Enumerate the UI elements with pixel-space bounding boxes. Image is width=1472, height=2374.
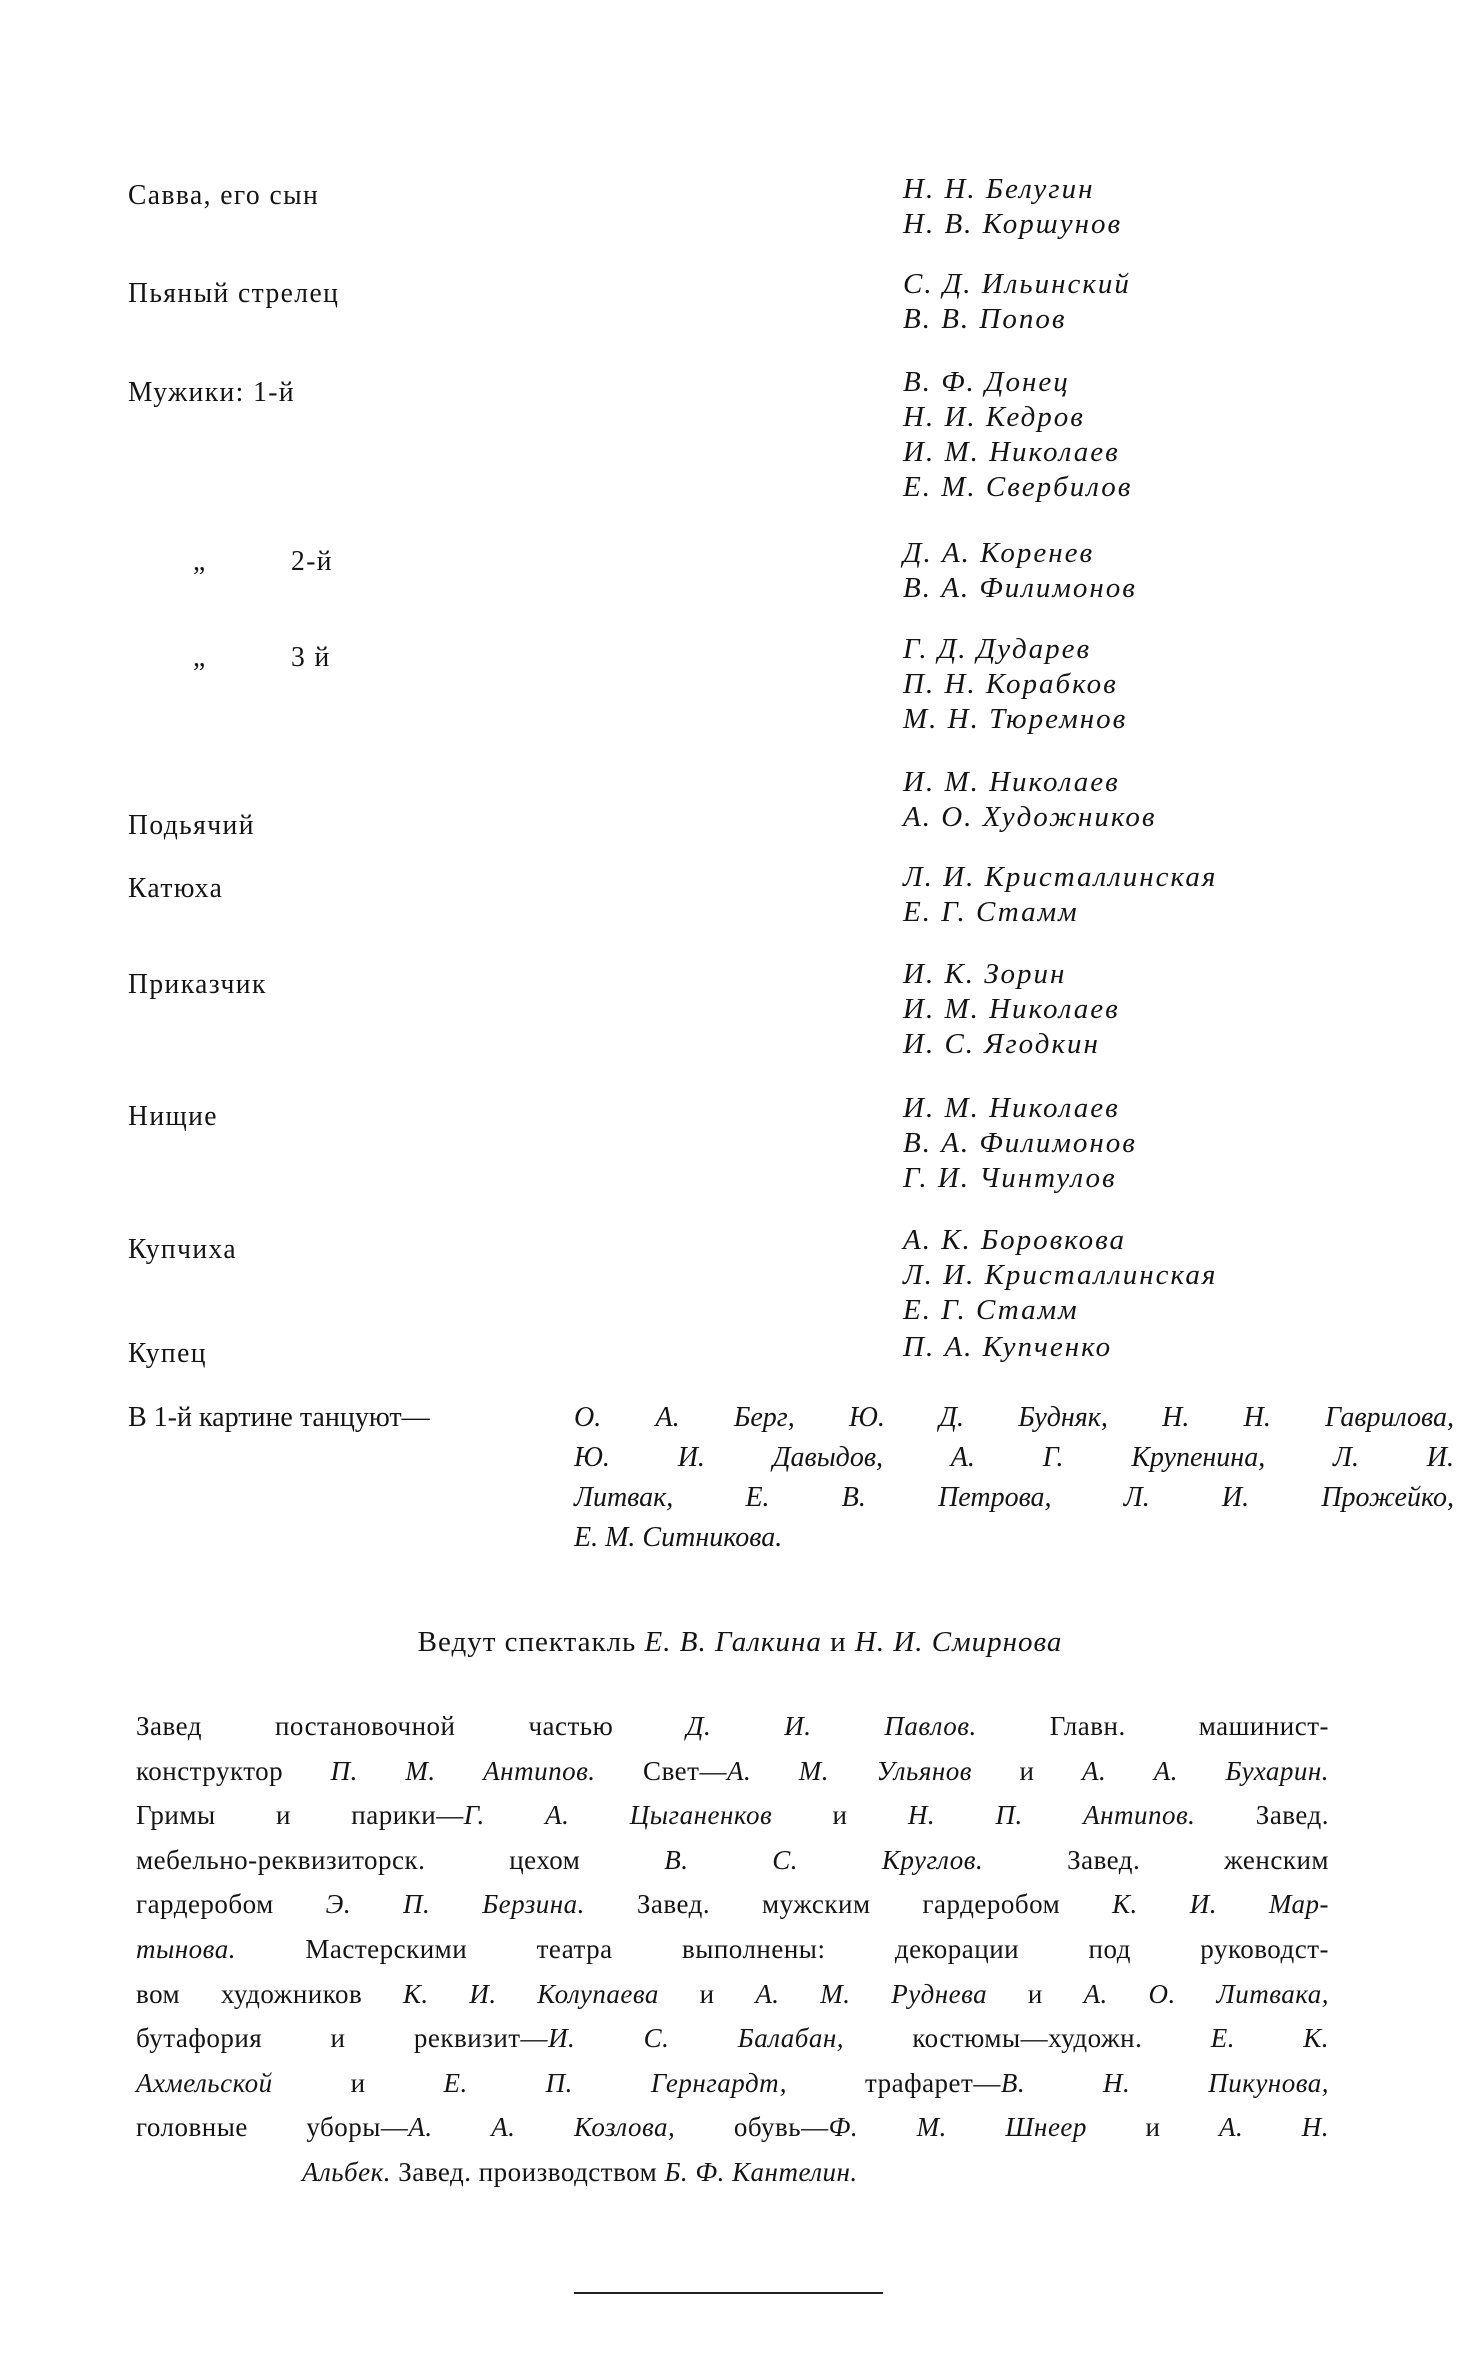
actor-name: Г. И. Чинтулов — [903, 1162, 1117, 1194]
dancers-line: Литвак, Е. В. Петрова, Л. И. Прожейко, — [574, 1482, 1454, 1513]
actor-list — [903, 860, 1217, 930]
credits-line — [136, 2105, 1329, 2150]
actor-name: Д. А. Коренев — [903, 537, 1095, 569]
credit-person: П. М. Антипов. — [330, 1755, 596, 1786]
ditto-mark: „ — [193, 545, 207, 577]
actor-name: С. Д. Ильинский — [903, 268, 1131, 300]
credit-person: К. И. Мар- — [1112, 1889, 1330, 1920]
credit-text: и — [987, 1978, 1084, 2009]
stage-manager-1: Е. В. Галкина — [644, 1626, 822, 1658]
credit-text: Завед постановочной частью — [136, 1711, 687, 1741]
actor-list — [903, 536, 1137, 606]
dancers-section — [128, 1398, 1454, 1553]
credit-person: Ф. М. Шнеер — [828, 2112, 1087, 2143]
actor-name: Е. Г. Стамм — [903, 896, 1079, 928]
dancers-label: В 1-й картине танцуют— — [128, 1402, 430, 1433]
actor-list — [903, 1091, 1137, 1196]
actor-list — [903, 632, 1127, 737]
actor-name: И. М. Николаев — [903, 766, 1120, 798]
credit-person: Е. К. — [1210, 2023, 1329, 2054]
credit-text: и — [658, 1978, 756, 2009]
credit-text: Завед. женским — [983, 1844, 1330, 1875]
role-name: Купчиха — [128, 1233, 238, 1265]
actor-name: М. Н. Тюремнов — [903, 703, 1128, 735]
credit-text: костюмы—художн. — [844, 2023, 1211, 2054]
actor-name: В. В. Попов — [903, 303, 1067, 335]
actor-list — [903, 1330, 1112, 1365]
credits-line — [136, 2016, 1329, 2061]
dancers-line: Е. М. Ситникова. — [574, 1522, 783, 1553]
role-name: Катюха — [128, 872, 224, 904]
credits-line — [136, 1704, 1329, 1749]
credit-text: и — [272, 2067, 444, 2098]
credits-line — [136, 1972, 1329, 2017]
credit-text: конструктор — [136, 1755, 331, 1786]
credit-person: А. А. Козлова, — [408, 2112, 676, 2143]
divider-rule — [574, 2292, 883, 2294]
stage-managers-and: и — [821, 1626, 855, 1658]
actor-name: И. М. Николаев — [903, 436, 1120, 468]
actor-name: Г. Д. Дударев — [903, 633, 1092, 665]
role-name: Нищие — [128, 1100, 218, 1132]
role-name: Пьяный стрелец — [128, 277, 340, 309]
actor-name: Л. И. Кристаллинская — [903, 861, 1218, 893]
credit-person: Альбек. — [302, 2156, 391, 2187]
credit-text: бутафория и реквизит— — [136, 2023, 549, 2054]
production-credits — [136, 1704, 1329, 2195]
actor-name: Е. Г. Стамм — [903, 1294, 1079, 1326]
credit-person: Д. И. Павлов. — [686, 1711, 977, 1741]
actor-list — [903, 957, 1120, 1062]
actor-name: А. О. Художников — [903, 801, 1157, 833]
actor-name: П. Н. Корабков — [903, 668, 1118, 700]
credit-person: А. О. Литвака, — [1083, 1978, 1329, 2009]
credit-person: тынова. — [136, 1933, 236, 1964]
role-name: Мужики: 1-й — [128, 376, 296, 408]
role-name: Купец — [128, 1337, 207, 1369]
actor-list — [903, 1223, 1217, 1328]
credit-text: вом художников — [136, 1978, 403, 2009]
credit-person: А. А. Бухарин. — [1081, 1755, 1329, 1786]
actor-name: И. М. Николаев — [903, 993, 1120, 1025]
credit-person: В. С. Круглов. — [664, 1844, 984, 1875]
actor-name: П. А. Купченко — [903, 1331, 1113, 1363]
dancers-line: О. А. Берг, Ю. Д. Будняк, Н. Н. Гаврилова, — [574, 1402, 1454, 1433]
credit-text: обувь— — [675, 2112, 829, 2143]
actor-name: Н. Н. Белугин — [903, 173, 1095, 205]
credit-text: Гримы и парики— — [136, 1800, 464, 1831]
actor-name: В. Ф. Донец — [903, 366, 1070, 398]
actor-name: А. К. Боровкова — [903, 1224, 1127, 1256]
actor-name: И. С. Ягодкин — [903, 1028, 1100, 1060]
credit-person: А. Н. — [1218, 2112, 1330, 2143]
credit-person: Б. Ф. Кантелин. — [664, 2156, 858, 2187]
actor-name: Е. М. Свербилов — [903, 471, 1133, 503]
credits-line — [136, 2150, 1329, 2195]
actor-list — [903, 172, 1122, 242]
credit-person: И. С. Балабан, — [548, 2023, 845, 2054]
credit-person: А. М. Ульянов — [726, 1755, 973, 1786]
credit-text: Завед. производством — [391, 2156, 665, 2187]
credit-text: трафарет— — [787, 2067, 1001, 2098]
credits-line — [136, 1927, 1329, 1972]
actor-name: Н. И. Кедров — [903, 401, 1085, 433]
actor-name: И. К. Зорин — [903, 958, 1067, 990]
credit-text: Мастерскими театра выполнены: декорации под руководст- — [235, 1933, 1329, 1964]
credits-line — [136, 1838, 1329, 1883]
actor-name: В. А. Филимонов — [903, 572, 1137, 604]
credit-person: Ахмельской — [136, 2067, 273, 2098]
credit-person: Э. П. Берзина. — [325, 1889, 585, 1920]
role-name: 3 й — [291, 641, 331, 673]
credit-person: Г. А. Цыганенков — [463, 1800, 773, 1831]
dancers-line: Ю. И. Давыдов, А. Г. Крупенина, Л. И. — [574, 1442, 1454, 1473]
stage-managers-prefix: Ведут спектакль — [417, 1626, 645, 1658]
actor-list — [903, 267, 1131, 337]
actor-name: Н. В. Коршунов — [903, 208, 1123, 240]
role-name: Приказчик — [128, 968, 267, 1000]
credits-line — [136, 2061, 1329, 2106]
credit-text: Главн. машинист- — [976, 1711, 1329, 1741]
role-name: Подьячий — [128, 809, 255, 841]
credit-text: и — [1086, 2112, 1219, 2143]
ditto-mark: „ — [193, 641, 207, 673]
credit-text: головные уборы— — [136, 2112, 409, 2143]
actor-list — [903, 765, 1156, 835]
credit-person: В. Н. Пикунова, — [1000, 2067, 1329, 2098]
stage-manager-2: Н. И. Смирнова — [854, 1626, 1063, 1658]
stage-managers-line — [0, 1626, 1472, 1659]
role-name: 2-й — [291, 545, 333, 577]
credits-line — [136, 1793, 1329, 1838]
credits-line — [136, 1749, 1329, 1794]
actor-name: И. М. Николаев — [903, 1092, 1120, 1124]
actor-name: В. А. Филимонов — [903, 1127, 1137, 1159]
credit-text: Свет— — [595, 1755, 727, 1786]
credit-person: К. И. Колупаева — [402, 1978, 659, 2009]
credit-text: Завед. мужским гардеробом — [584, 1889, 1113, 1920]
role-name: Савва, его сын — [128, 179, 320, 211]
credit-text: мебельно-реквизиторск. цехом — [136, 1844, 665, 1875]
credits-line — [136, 1882, 1329, 1927]
credit-text: и — [972, 1755, 1082, 1786]
credit-person: Е. П. Гернгардт, — [443, 2067, 788, 2098]
credit-person: Н. П. Антипов. — [907, 1800, 1196, 1831]
credit-text: Завед. — [1195, 1800, 1330, 1831]
credit-text: и — [772, 1800, 908, 1831]
credit-text: гардеробом — [136, 1889, 326, 1920]
dancers-names — [574, 1398, 1454, 1558]
credit-person: А. М. Руднева — [755, 1978, 988, 2009]
actor-name: Л. И. Кристаллинская — [903, 1259, 1218, 1291]
actor-list — [903, 365, 1132, 505]
